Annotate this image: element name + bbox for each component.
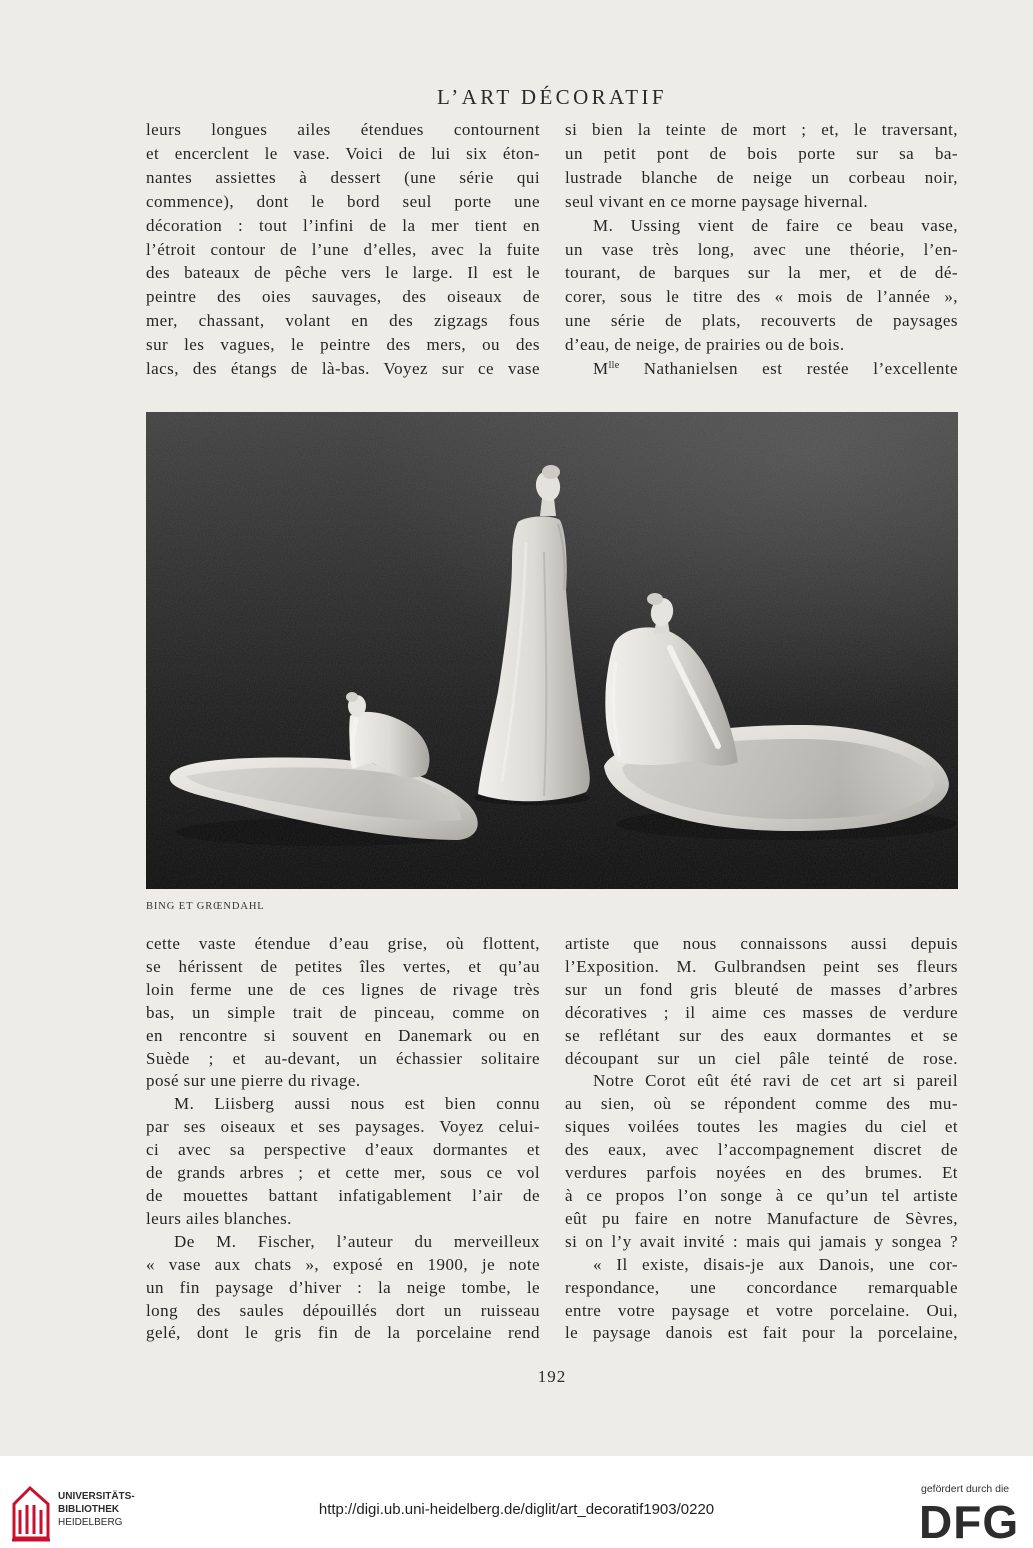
text-line: se hérissent de petites îles vertes, et qu’au	[146, 956, 540, 976]
text-line: ci avec sa perspective d’eaux dormantes et	[146, 1140, 540, 1160]
text-line: un vase très long, avec une théorie, l’en-	[565, 239, 958, 259]
running-title: L’ART DÉCORATIF	[436, 85, 667, 109]
text-line: cette vaste étendue d’eau grise, où flottent,	[146, 934, 540, 953]
text-line: nantes assiettes à dessert (une série qui	[146, 167, 540, 187]
photo-porcelain-figures	[146, 412, 958, 889]
text-line: posé sur une pierre du rivage.	[146, 1071, 361, 1091]
text-line: tourant, de barques sur la mer, et de dé-	[565, 263, 958, 283]
text-line: siques voilées toutes les magies du ciel et	[565, 1117, 958, 1137]
text-line: un fin paysage d’hiver : la neige tombe, le	[146, 1277, 540, 1297]
text-column-top-right	[565, 118, 958, 381]
text-line: peintre des oies sauvages, des oiseaux de	[146, 287, 540, 307]
text-line: d’eau, de neige, de prairies ou de bois.	[565, 335, 845, 355]
text-line: leurs ailes blanches.	[146, 1208, 292, 1228]
text-line: une série de plats, recouverts de paysages	[565, 311, 958, 331]
text-line: M. Liisberg aussi nous est bien connu	[174, 1094, 540, 1114]
text-line: lustrade blanche de neige un corbeau noir,	[565, 167, 958, 187]
text-line: « vase aux chats », exposé en 1900, je note	[146, 1254, 540, 1274]
text-line: lacs, des étangs de là-bas. Voyez sur ce vase	[146, 359, 540, 379]
text-line: découpant sur un ciel pâle teinté de rose.	[565, 1048, 958, 1068]
text-line: si bien la teinte de mort ; et, le traversant,	[565, 120, 958, 139]
text-column-top-left	[146, 118, 540, 381]
text-column-bottom-right	[565, 933, 958, 1345]
text-line: de grands arbres ; et cette mer, sous ce vol	[146, 1163, 540, 1183]
funding-note: gefördert durch die	[921, 1483, 1010, 1495]
text-line: M. Ussing vient de faire ce beau vase,	[593, 215, 958, 235]
text-line: respondance, une concordance remarquable	[565, 1277, 958, 1297]
text-line: mer, chassant, volant en des zigzags fous	[146, 311, 540, 331]
text-line: leurs longues ailes étendues contournent	[146, 120, 540, 139]
text-column-bottom-left	[146, 933, 540, 1345]
text-line: gelé, dont le gris fin de la porcelaine rend	[146, 1323, 540, 1343]
text-line: entre votre paysage et votre porcelaine. Oui,	[565, 1300, 958, 1320]
text-line: et encerclent le vase. Voici de lui six éton-	[146, 143, 540, 163]
text-line: de mouettes battant infatigablement l’air de	[146, 1185, 540, 1205]
text-line: l’étroit contour de l’une d’elles, avec la fuite	[146, 239, 540, 259]
text-line: si on l’y avait invité : mais qui jamais y songea ?	[565, 1231, 958, 1251]
text-line: à ce propos l’on songe à ce qu’un tel artiste	[565, 1185, 958, 1205]
text-line: des eaux, avec l’accompagnement discret de	[565, 1140, 958, 1160]
figure-caption: BING ET GRŒNDAHL	[146, 901, 265, 912]
text-line: en rencontre si souvent en Danemark ou en	[146, 1025, 540, 1045]
text-line: décoratives ; il aime ces masses de verdure	[565, 1002, 958, 1022]
text-line: long des saules dépouillés dort un ruisseau	[146, 1300, 540, 1320]
text-line: loin ferme une de ces lignes de rivage très	[146, 979, 540, 999]
dfg-logo: DFG	[919, 1496, 1020, 1548]
photo-grain	[146, 412, 958, 889]
text-line: Suède ; et au-devant, un échassier solitaire	[146, 1048, 540, 1068]
text-line: l’Exposition. M. Gulbrandsen peint ses fleurs	[565, 956, 958, 976]
text-line: sur un fond gris bleuté de masses d’arbres	[565, 979, 958, 999]
text-line: commence), dont le bord seul porte une	[146, 191, 540, 211]
library-name-line: UNIVERSITÄTS-	[58, 1491, 135, 1502]
text-line: Notre Corot eût été ravi de cet art si pareil	[593, 1071, 958, 1091]
text-line: par ses oiseaux et ses paysages. Voyez celui-	[146, 1117, 540, 1137]
abbreviation: M	[593, 359, 609, 379]
text-line: eût pu faire en notre Manufacture de Sèvres,	[565, 1208, 958, 1228]
library-name-line: BIBLIOTHEK	[58, 1504, 120, 1515]
abbreviation-superscript: lle	[608, 360, 620, 372]
text-line: un petit pont de bois porte sur sa ba-	[565, 143, 958, 163]
text-line: artiste que nous connaissons aussi depuis	[565, 934, 958, 953]
library-name-line: HEIDELBERG	[58, 1517, 123, 1528]
text-line: seul vivant en ce morne paysage hivernal.	[565, 191, 869, 211]
text-line-rest: Nathanielsen est restée l’excellente	[619, 359, 958, 379]
text-line: se reflétant sur des eaux dormantes et se	[565, 1025, 958, 1045]
text-line: le paysage danois est fait pour la porcelaine,	[565, 1323, 958, 1343]
text-line: des bateaux de pêche vers le large. Il est le	[146, 263, 540, 283]
text-line: « Il existe, disais-je aux Danois, une cor-	[593, 1254, 958, 1274]
text-line: bas, un simple trait de pinceau, comme on	[146, 1002, 540, 1022]
text-line: De M. Fischer, l’auteur du merveilleux	[174, 1231, 540, 1251]
text-line: corer, sous le titre des « mois de l’année »,	[565, 287, 958, 307]
permalink-url: http://digi.ub.uni-heidelberg.de/diglit/art_decoratif1903/0220	[318, 1501, 715, 1518]
page-number: 192	[537, 1367, 567, 1386]
text-line: verdures parfois noyées en des brumes. Et	[565, 1163, 958, 1183]
text-line: décoration : tout l’infini de la mer tient en	[146, 215, 540, 235]
text-line: au sien, où se répondent comme des mu-	[565, 1094, 958, 1114]
text-line: sur les vagues, le peintre des mers, ou des	[146, 335, 540, 355]
text-line	[565, 357, 958, 381]
